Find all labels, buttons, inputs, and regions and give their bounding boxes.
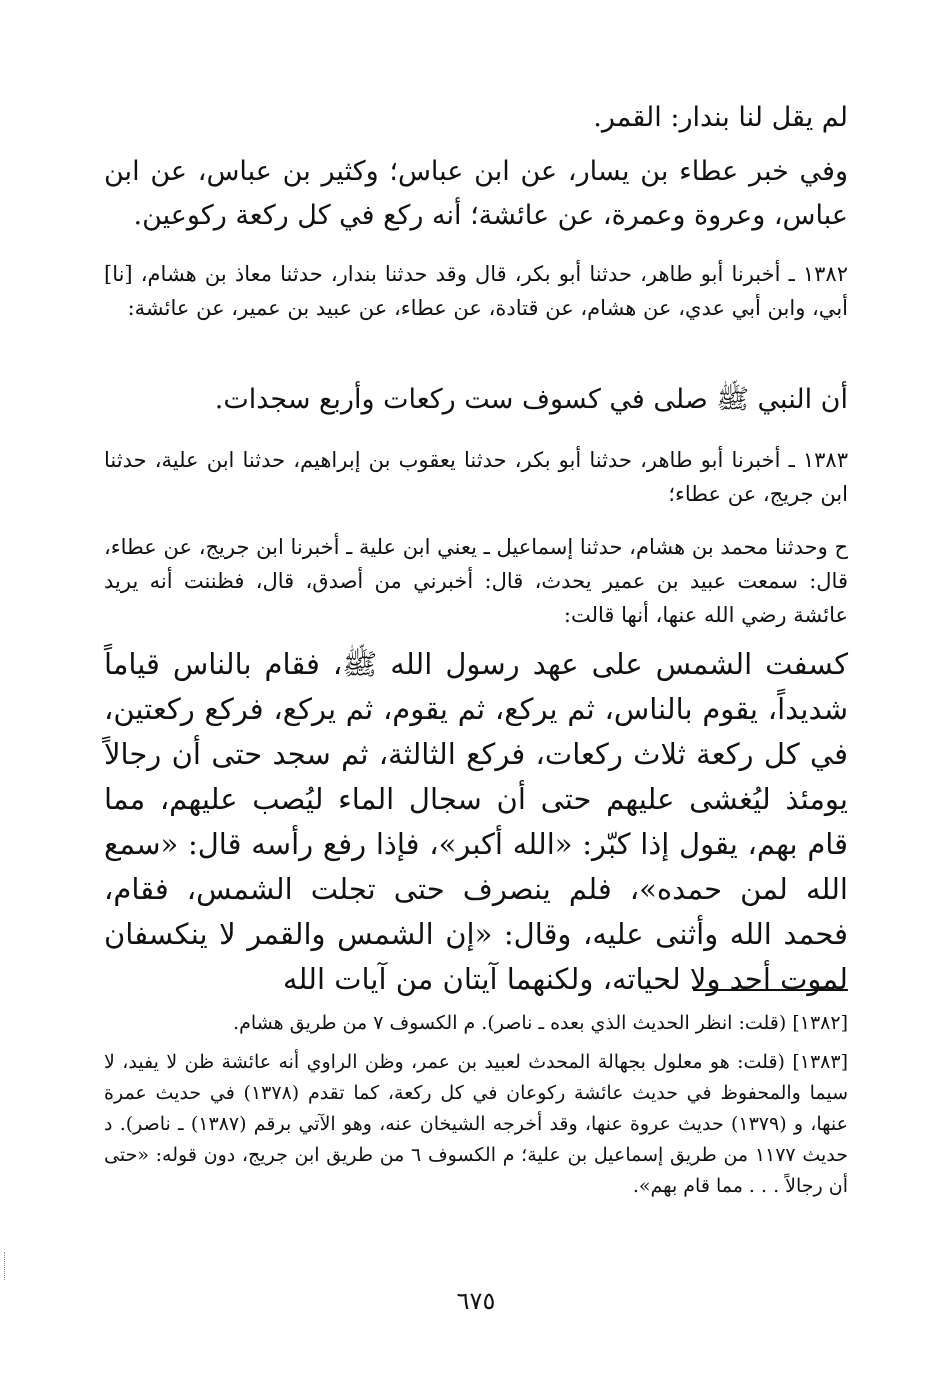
margin-mark [4,1252,7,1280]
hadith-1382-chain: ١٣٨٢ ـ أخبرنا أبو طاهر، حدثنا أبو بكر، قال وقد حدثنا بندار، حدثنا معاذ بن هشام، [نا] أبي، وابن أبي عدي، عن هشام، عن قتادة، عن عطاء، عن عبيد بن عمير، عن عائشة: [104,262,848,320]
hadith-1383-text: كسفت الشمس على عهد رسول الله ﷺ، فقام بالناس قياماً شديداً، يقوم بالناس، ثم يركع، ثم يقوم، ثم يركع، فركع ركعتين، في كل ركعة ثلاث ركعات، فركع الثالثة، ثم سجد حتى أن رجالاً يومئذ ليُغشى عليهم حتى أن سجال الماء ليُصب عليهم، مما قام بهم، يقول إذا كبّر: «الله أكبر»، فإذا رفع رأسه قال: «سمع الله لمن حمده»، فلم ينصرف حتى تجلت الشمس، فقام، فحمد الله وأثنى عليه، وقال: «إن الشمس والقمر لا ينكسفان لموت أحد ولا لحياته، ولكنهما آيتان من آيات الله [104,647,848,996]
paragraph-intro: لم يقل لنا بندار: القمر. [593,102,848,133]
footnote-1382: [١٣٨٢] (قلت: انظر الحديث الذي بعده ـ ناصر). م الكسوف ٧ من طريق هشام. [233,1012,848,1034]
hadith-1383-chain-alt: ح وحدثنا محمد بن هشام، حدثنا إسماعيل ـ يعني ابن علية ـ أخبرنا ابن جريج، عن عطاء، قال: سمعت عبيد بن عمير يحدث، قال: أخبرني من أصدق، قال، فظننت أنه يريد عائشة رضي الله عنها، أنها قالت: [104,535,848,627]
page-number: ٦٧٥ [456,1287,496,1315]
footnote-1383: [١٣٨٣] (قلت: هو معلول بجهالة المحدث لعبيد بن عمر، وظن الراوي أنه عائشة ظن لا يفيد، لا سيما والمحفوظ في حديث عائشة ركوعان في كل ركعة، كما تقدم (١٣٧٨) في حديث عمرة عنها، و (١٣٧٩) حديث عروة عنها، وقد أخرجه الشيخان عنه، وهو الآتي برقم (١٣٨٧) ـ ناصر). د حديث ١١٧٧ من طريق إسماعيل بن علية؛ م الكسوف ٦ من طريق ابن جريج، دون قوله: «حتى أن رجالاً . . . مما قام بهم». [104,1051,849,1197]
paragraph-ata-khabar: وفي خبر عطاء بن يسار، عن ابن عباس؛ وكثير بن عباس، عن ابن عباس، وعروة وعمرة، عن عائشة؛ أنه ركع في كل ركعة ركوعين. [104,156,848,231]
footnote-separator [693,989,848,991]
hadith-1383-chain: ١٣٨٣ ـ أخبرنا أبو طاهر، حدثنا أبو بكر، حدثنا يعقوب بن إبراهيم، حدثنا ابن علية، حدثنا ابن جريج، عن عطاء؛ [104,448,848,506]
hadith-1382-text: أن النبي ﷺ صلى في كسوف ست ركعات وأربع سجدات. [214,384,848,415]
